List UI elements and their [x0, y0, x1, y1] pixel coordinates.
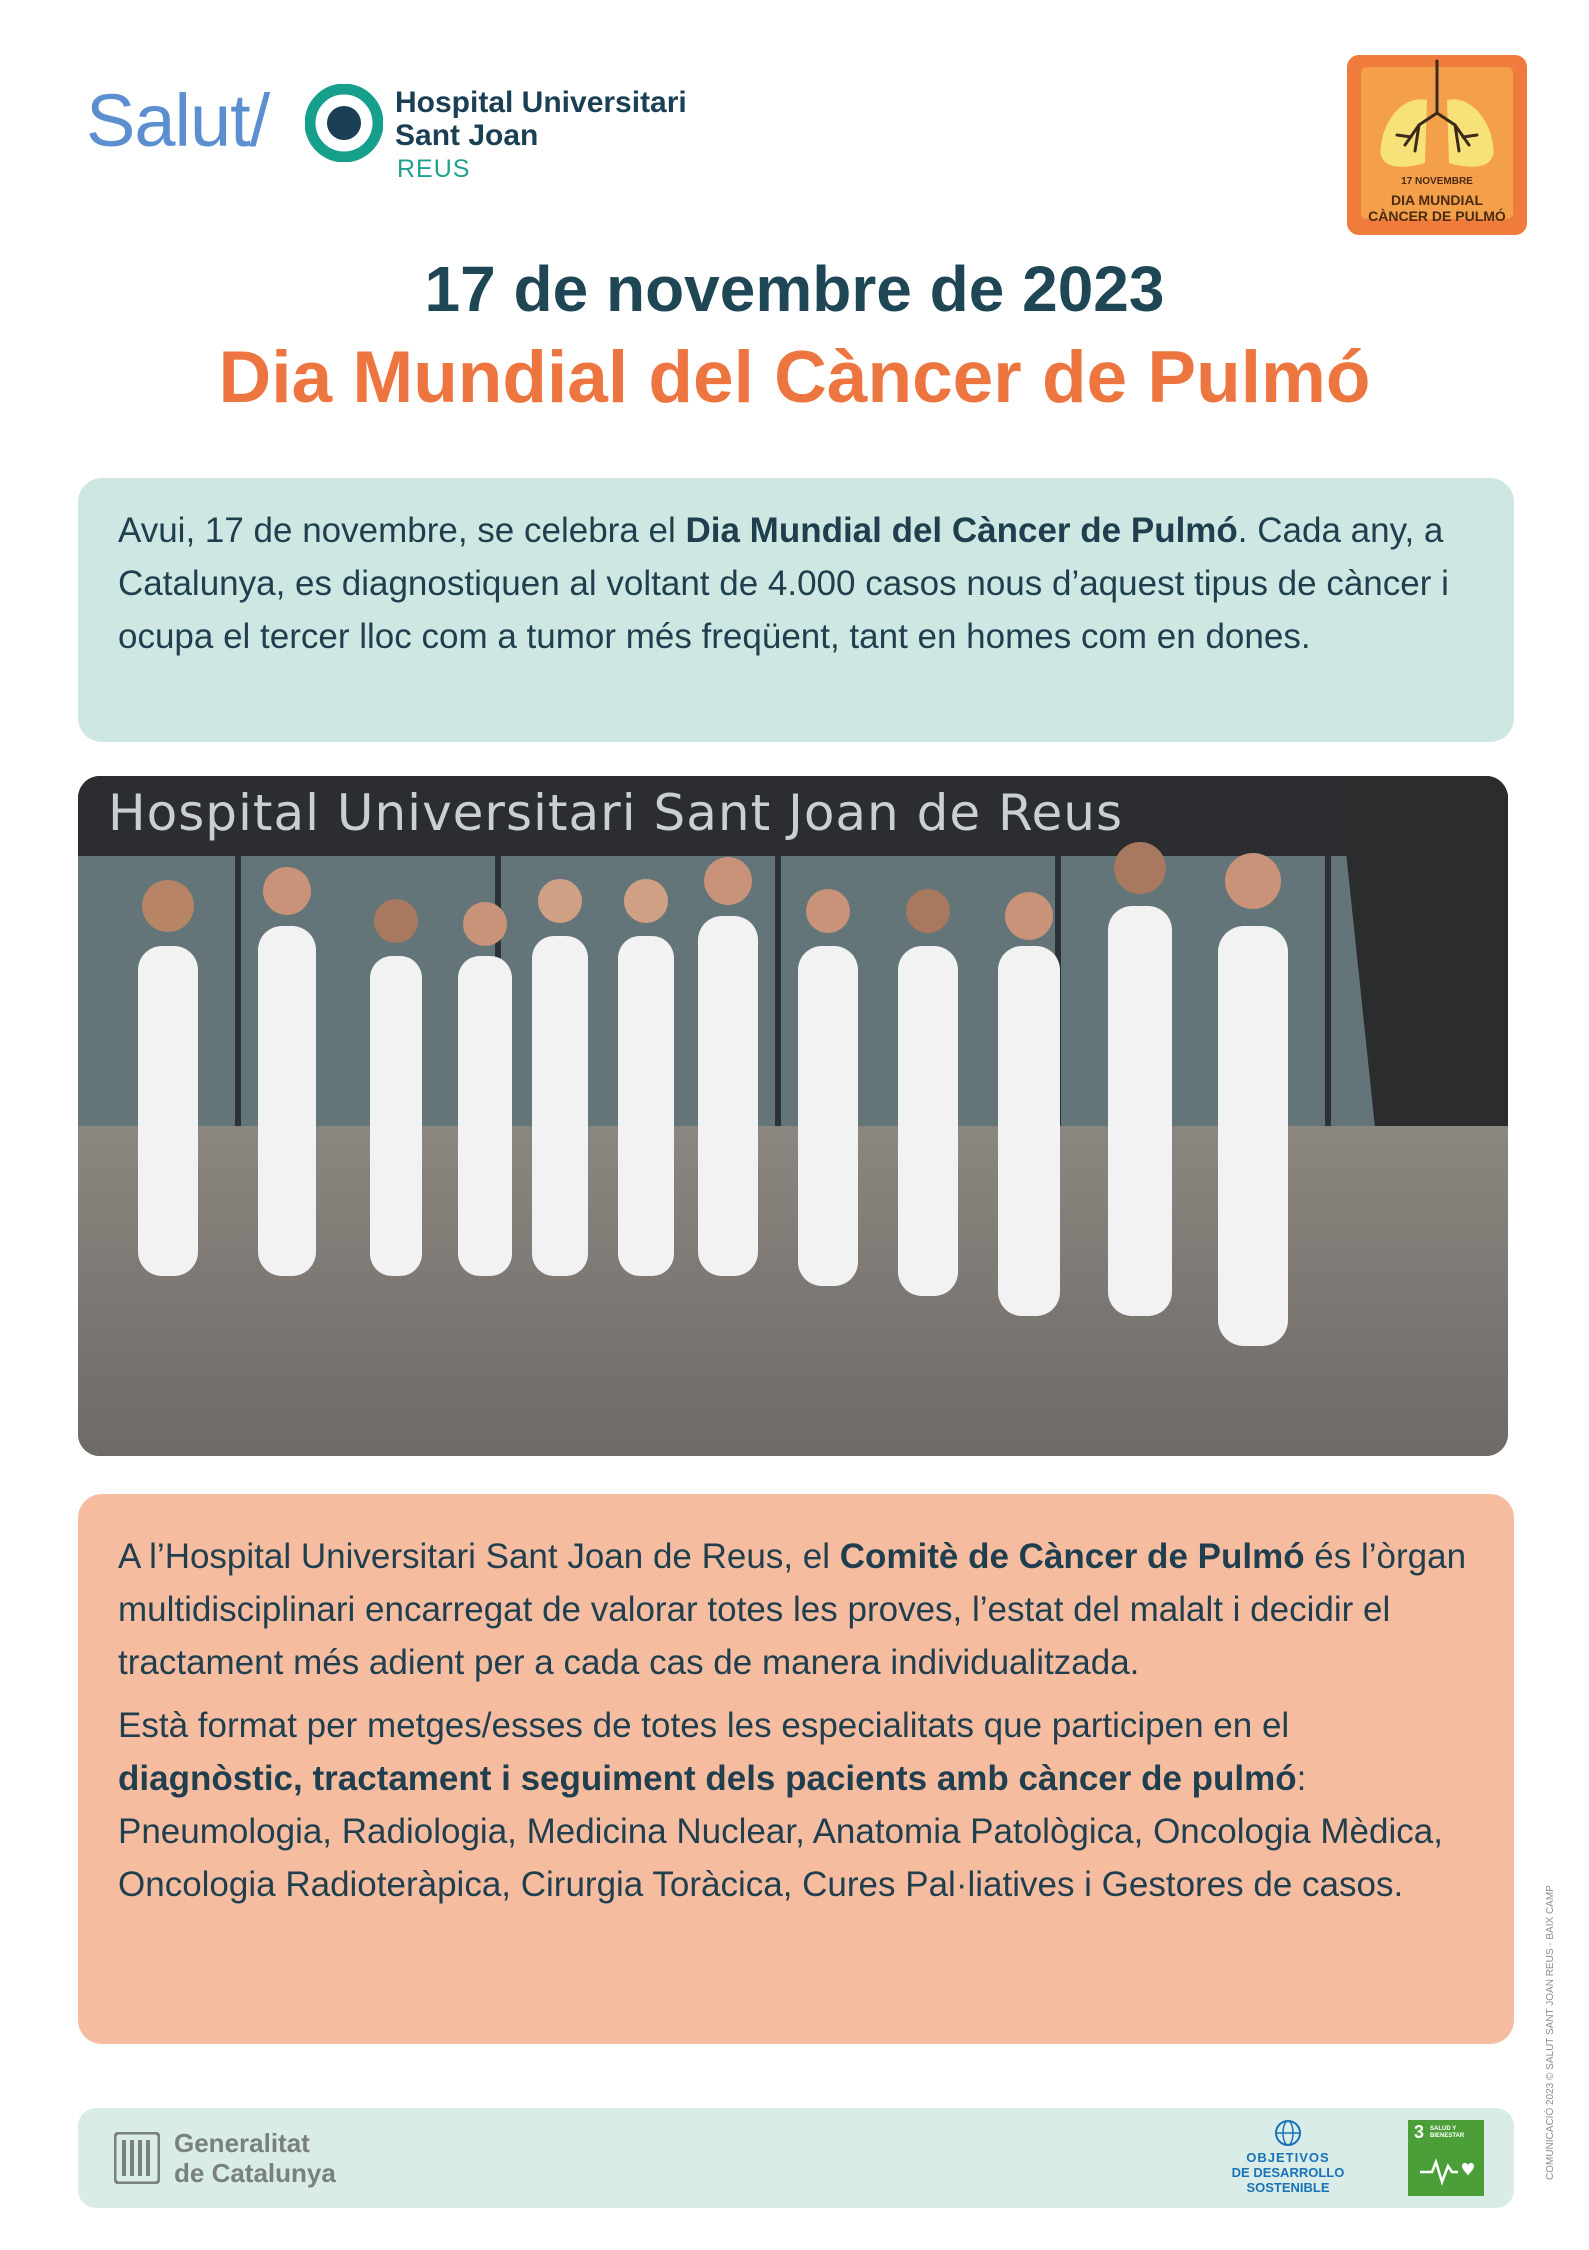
sdg3-text: SALUD Y BIENESTAR — [1430, 2126, 1465, 2139]
committee-p1-start: A l’Hospital Universitari Sant Joan de Reus, el — [118, 1537, 840, 1576]
generalitat-line2: de Catalunya — [174, 2158, 336, 2188]
intro-text-start: Avui, 17 de novembre, se celebra el — [118, 511, 686, 550]
badge-line1: DIA MUNDIAL — [1390, 192, 1484, 208]
salut-logo: Salut/ — [86, 79, 270, 162]
generalitat-line1: Generalitat — [174, 2128, 310, 2158]
intro-paragraph — [118, 504, 1474, 663]
committee-p1-bold: Comitè de Càncer de Pulmó — [839, 1537, 1305, 1576]
badge-date: 17 NOVEMBRE — [1401, 176, 1473, 187]
sdg-text-line2: DE DESARROLLO — [1231, 2165, 1345, 2180]
intro-text-end: . Cada any, a Catalunya, es diagnostiquen al voltant de 4.000 casos nous d’aquest tipus de càncer i ocupa el tercer lloc com a tumor més freqüent, tant en homes com en dones. — [118, 511, 1449, 656]
hospital-name-line2: Sant Joan — [395, 119, 539, 152]
hospital-logo-icon — [305, 84, 383, 162]
committee-p2-bold: diagnòstic, tractament i seguiment dels pacients amb càncer de pulmó — [118, 1759, 1297, 1798]
intro-box — [78, 478, 1514, 742]
sdg3-number: 3 — [1414, 2122, 1425, 2142]
committee-paragraph-1 — [118, 1530, 1474, 1689]
footer-bar — [78, 2108, 1514, 2208]
hospital-name-line3: REUS — [397, 155, 471, 183]
committee-paragraph-2 — [118, 1699, 1474, 1911]
world-lung-cancer-day-badge — [1347, 55, 1527, 235]
badge-line2: CÀNCER DE PULMÓ — [1368, 208, 1506, 224]
sdg-text-line3: SOSTENIBLE — [1246, 2180, 1330, 2195]
generalitat-logo-icon — [114, 2132, 160, 2184]
sdg3-badge — [1408, 2120, 1484, 2196]
sdg-text-line1: OBJETIVOS — [1246, 2150, 1330, 2165]
committee-p2-end: : Pneumologia, Radiologia, Medicina Nuclear, Anatomia Patològica, Oncologia Mèdica, Oncologia Radioteràpica, Cirurgia Toràcica, Cures Pal·liatives i Gestores de casos. — [118, 1759, 1443, 1904]
intro-text-bold: Dia Mundial del Càncer de Pulmó — [685, 511, 1238, 550]
main-title: Dia Mundial del Càncer de Pulmó — [218, 337, 1371, 418]
committee-p2-start: Està format per metges/esses de totes les especialitats que participen en el — [118, 1706, 1290, 1745]
hospital-name-line1: Hospital Universitari — [395, 86, 687, 119]
photo-illustration — [78, 776, 1508, 1456]
vertical-credit: COMUNICACIÓ 2023 © SALUT SANT JOAN REUS - BAIX CAMP — [1545, 1885, 1556, 2180]
committee-p1-end: és l’òrgan multidisciplinari encarregat de valorar totes les proves, l’estat del malalt i decidir el tractament més adient per a cada cas de manera individualitzada. — [118, 1537, 1467, 1682]
heartbeat-icon — [1418, 2154, 1474, 2188]
committee-box — [78, 1494, 1514, 2044]
staff-group-photo — [78, 776, 1508, 1456]
un-globe-icon — [1273, 2118, 1303, 2148]
date-title: 17 de novembre de 2023 — [424, 253, 1165, 325]
hospital-sign: Hospital Universitari Sant Joan de Reus — [108, 784, 1124, 842]
